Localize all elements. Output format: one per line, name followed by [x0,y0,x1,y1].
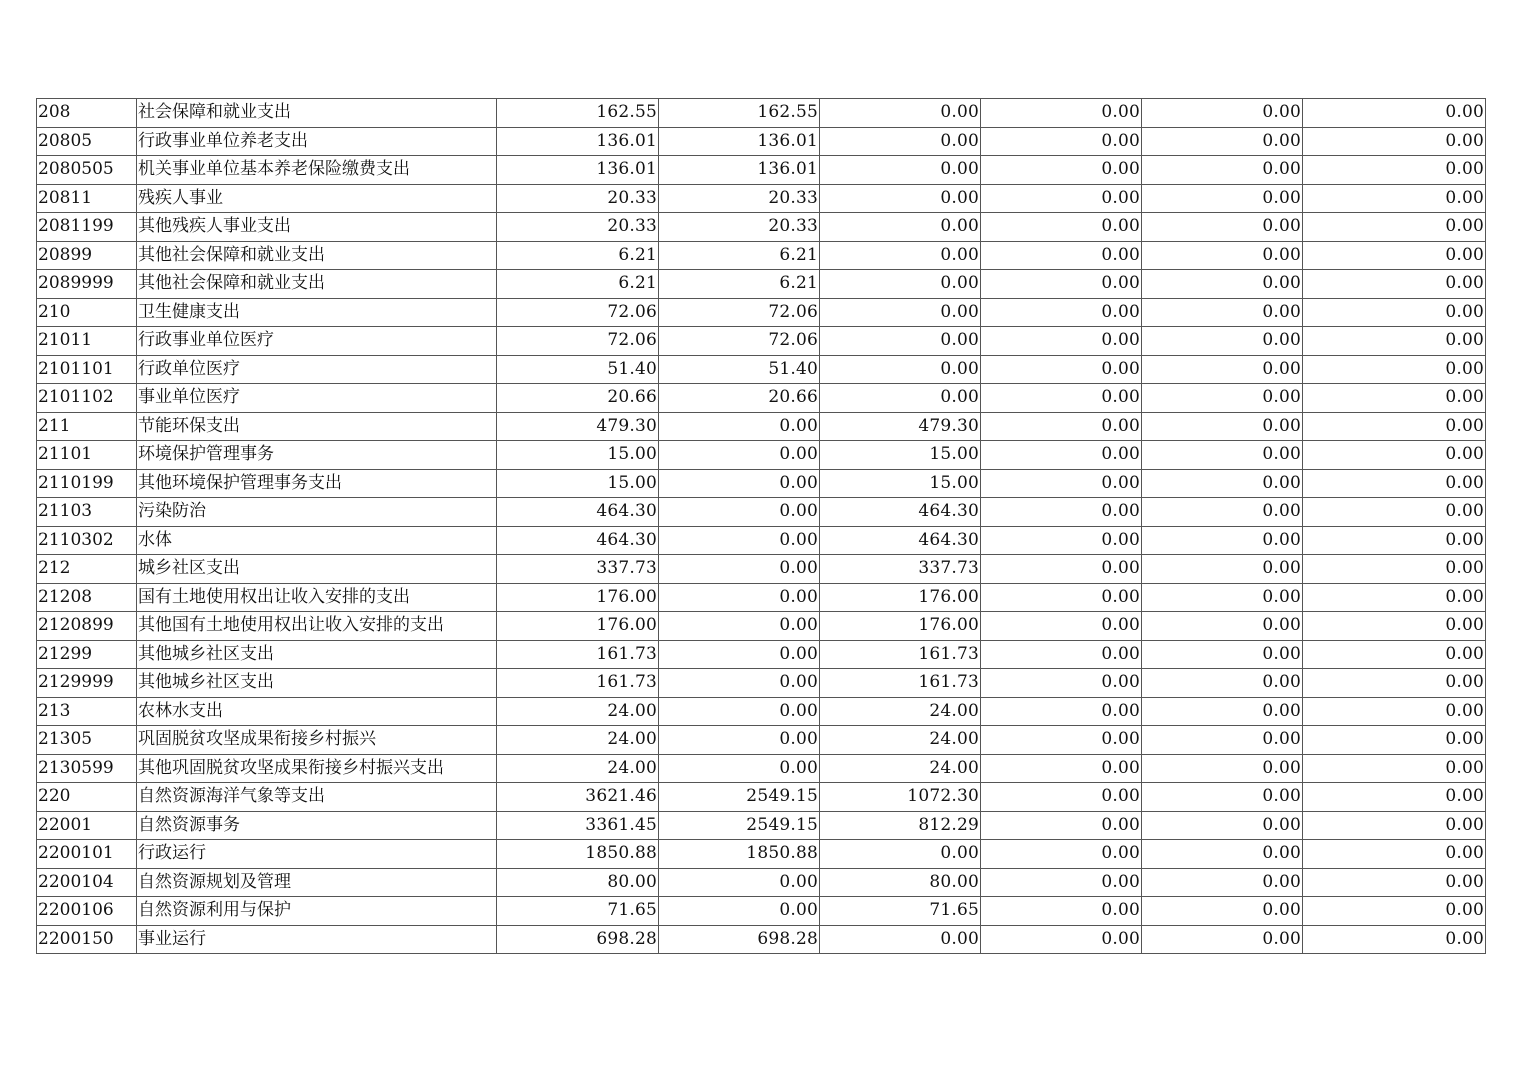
amount-cell: 0.00 [981,811,1142,840]
table-row [37,498,1486,527]
amount-cell: 20.33 [659,184,820,213]
table-row [37,555,1486,584]
amount-cell: 0.00 [659,612,820,641]
amount-cell: 0.00 [981,612,1142,641]
amount-cell: 162.55 [659,99,820,128]
amount-cell: 0.00 [1303,412,1486,441]
name-cell: 事业运行 [137,925,497,954]
name-cell: 机关事业单位基本养老保险缴费支出 [137,156,497,185]
amount-cell: 161.73 [820,640,981,669]
amount-cell: 0.00 [981,640,1142,669]
table-row [37,811,1486,840]
amount-cell: 72.06 [497,298,659,327]
table-row [37,783,1486,812]
amount-cell: 0.00 [1303,583,1486,612]
amount-cell: 51.40 [659,355,820,384]
amount-cell: 479.30 [820,412,981,441]
code-cell: 2080505 [37,156,137,185]
code-cell: 210 [37,298,137,327]
amount-cell: 6.21 [497,241,659,270]
name-cell: 节能环保支出 [137,412,497,441]
amount-cell: 0.00 [981,355,1142,384]
amount-cell: 0.00 [981,868,1142,897]
amount-cell: 24.00 [820,726,981,755]
amount-cell: 698.28 [659,925,820,954]
amount-cell: 0.00 [820,270,981,299]
amount-cell: 0.00 [659,526,820,555]
amount-cell: 162.55 [497,99,659,128]
amount-cell: 0.00 [981,498,1142,527]
amount-cell: 1850.88 [659,840,820,869]
name-cell: 巩固脱贫攻坚成果衔接乡村振兴 [137,726,497,755]
amount-cell: 20.33 [659,213,820,242]
amount-cell: 80.00 [820,868,981,897]
amount-cell: 0.00 [659,441,820,470]
amount-cell: 0.00 [659,555,820,584]
amount-cell: 0.00 [981,669,1142,698]
amount-cell: 0.00 [1303,697,1486,726]
name-cell: 自然资源事务 [137,811,497,840]
amount-cell: 24.00 [820,697,981,726]
amount-cell: 0.00 [1142,925,1303,954]
table-row [37,612,1486,641]
amount-cell: 0.00 [1303,298,1486,327]
amount-cell: 0.00 [981,697,1142,726]
amount-cell: 0.00 [1303,811,1486,840]
code-cell: 220 [37,783,137,812]
table-row [37,412,1486,441]
amount-cell: 0.00 [820,213,981,242]
amount-cell: 15.00 [497,441,659,470]
amount-cell: 0.00 [1303,384,1486,413]
amount-cell: 176.00 [820,612,981,641]
amount-cell: 0.00 [659,640,820,669]
amount-cell: 0.00 [1303,241,1486,270]
name-cell: 其他国有土地使用权出让收入安排的支出 [137,612,497,641]
code-cell: 21299 [37,640,137,669]
amount-cell: 0.00 [1303,897,1486,926]
amount-cell: 464.30 [820,526,981,555]
amount-cell: 464.30 [497,498,659,527]
amount-cell: 0.00 [981,897,1142,926]
amount-cell: 6.21 [659,270,820,299]
budget-expenditure-table [36,98,1486,954]
name-cell: 残疾人事业 [137,184,497,213]
code-cell: 20899 [37,241,137,270]
amount-cell: 24.00 [820,754,981,783]
amount-cell: 161.73 [820,669,981,698]
amount-cell: 0.00 [981,840,1142,869]
amount-cell: 20.33 [497,184,659,213]
amount-cell: 0.00 [981,726,1142,755]
amount-cell: 0.00 [659,498,820,527]
table-row [37,925,1486,954]
amount-cell: 0.00 [981,384,1142,413]
amount-cell: 0.00 [820,127,981,156]
amount-cell: 0.00 [820,298,981,327]
table-row [37,270,1486,299]
name-cell: 行政事业单位医疗 [137,327,497,356]
amount-cell: 0.00 [659,726,820,755]
table-row [37,355,1486,384]
amount-cell: 337.73 [820,555,981,584]
table-row [37,526,1486,555]
amount-cell: 0.00 [1142,840,1303,869]
table-row [37,697,1486,726]
name-cell: 事业单位医疗 [137,384,497,413]
amount-cell: 0.00 [981,127,1142,156]
code-cell: 22001 [37,811,137,840]
amount-cell: 136.01 [659,127,820,156]
amount-cell: 136.01 [659,156,820,185]
name-cell: 自然资源规划及管理 [137,868,497,897]
amount-cell: 0.00 [981,555,1142,584]
amount-cell: 3361.45 [497,811,659,840]
code-cell: 2130599 [37,754,137,783]
code-cell: 2110302 [37,526,137,555]
amount-cell: 0.00 [981,783,1142,812]
code-cell: 20805 [37,127,137,156]
code-cell: 2089999 [37,270,137,299]
code-cell: 2101101 [37,355,137,384]
amount-cell: 698.28 [497,925,659,954]
amount-cell: 0.00 [1303,213,1486,242]
amount-cell: 0.00 [1303,184,1486,213]
code-cell: 2200106 [37,897,137,926]
name-cell: 其他残疾人事业支出 [137,213,497,242]
amount-cell: 136.01 [497,156,659,185]
table-row [37,754,1486,783]
amount-cell: 6.21 [659,241,820,270]
table-row [37,156,1486,185]
amount-cell: 0.00 [659,697,820,726]
code-cell: 2110199 [37,469,137,498]
table-row [37,298,1486,327]
amount-cell: 3621.46 [497,783,659,812]
amount-cell: 71.65 [820,897,981,926]
amount-cell: 0.00 [1142,583,1303,612]
table-row [37,127,1486,156]
amount-cell: 71.65 [497,897,659,926]
amount-cell: 0.00 [820,184,981,213]
table-row [37,327,1486,356]
name-cell: 其他环境保护管理事务支出 [137,469,497,498]
amount-cell: 176.00 [820,583,981,612]
amount-cell: 72.06 [497,327,659,356]
table-row [37,241,1486,270]
name-cell: 其他社会保障和就业支出 [137,270,497,299]
amount-cell: 0.00 [820,840,981,869]
amount-cell: 0.00 [1142,241,1303,270]
name-cell: 卫生健康支出 [137,298,497,327]
code-cell: 21011 [37,327,137,356]
amount-cell: 0.00 [820,99,981,128]
amount-cell: 72.06 [659,298,820,327]
table-body [37,99,1486,954]
code-cell: 211 [37,412,137,441]
amount-cell: 0.00 [659,669,820,698]
amount-cell: 0.00 [1303,469,1486,498]
table-row [37,99,1486,128]
amount-cell: 0.00 [659,868,820,897]
amount-cell: 0.00 [1303,441,1486,470]
name-cell: 水体 [137,526,497,555]
table-row [37,583,1486,612]
table-row [37,840,1486,869]
name-cell: 城乡社区支出 [137,555,497,584]
amount-cell: 24.00 [497,754,659,783]
amount-cell: 20.66 [659,384,820,413]
amount-cell: 0.00 [1142,868,1303,897]
amount-cell: 0.00 [1303,327,1486,356]
amount-cell: 0.00 [1303,783,1486,812]
amount-cell: 0.00 [981,412,1142,441]
amount-cell: 0.00 [981,925,1142,954]
name-cell: 行政运行 [137,840,497,869]
amount-cell: 51.40 [497,355,659,384]
code-cell: 2200150 [37,925,137,954]
amount-cell: 0.00 [820,327,981,356]
amount-cell: 0.00 [981,526,1142,555]
code-cell: 2081199 [37,213,137,242]
table-row [37,726,1486,755]
amount-cell: 24.00 [497,726,659,755]
amount-cell: 0.00 [1303,640,1486,669]
amount-cell: 0.00 [1303,555,1486,584]
amount-cell: 24.00 [497,697,659,726]
name-cell: 其他巩固脱贫攻坚成果衔接乡村振兴支出 [137,754,497,783]
table-row [37,384,1486,413]
amount-cell: 0.00 [1142,156,1303,185]
amount-cell: 1850.88 [497,840,659,869]
amount-cell: 176.00 [497,612,659,641]
amount-cell: 161.73 [497,640,659,669]
amount-cell: 0.00 [1142,612,1303,641]
amount-cell: 0.00 [1142,213,1303,242]
amount-cell: 0.00 [1142,270,1303,299]
amount-cell: 0.00 [1303,925,1486,954]
amount-cell: 0.00 [981,270,1142,299]
amount-cell: 0.00 [981,99,1142,128]
table-row [37,469,1486,498]
amount-cell: 479.30 [497,412,659,441]
amount-cell: 0.00 [981,184,1142,213]
amount-cell: 0.00 [1142,99,1303,128]
name-cell: 国有土地使用权出让收入安排的支出 [137,583,497,612]
amount-cell: 0.00 [1142,498,1303,527]
amount-cell: 0.00 [1303,156,1486,185]
code-cell: 2200101 [37,840,137,869]
name-cell: 行政单位医疗 [137,355,497,384]
amount-cell: 0.00 [981,298,1142,327]
amount-cell: 0.00 [659,897,820,926]
amount-cell: 15.00 [497,469,659,498]
table-row [37,897,1486,926]
amount-cell: 0.00 [1142,640,1303,669]
amount-cell: 0.00 [1303,270,1486,299]
code-cell: 2101102 [37,384,137,413]
code-cell: 2129999 [37,669,137,698]
amount-cell: 0.00 [1142,441,1303,470]
table-row [37,640,1486,669]
amount-cell: 0.00 [1142,897,1303,926]
name-cell: 社会保障和就业支出 [137,99,497,128]
amount-cell: 72.06 [659,327,820,356]
name-cell: 自然资源利用与保护 [137,897,497,926]
amount-cell: 20.66 [497,384,659,413]
amount-cell: 0.00 [981,327,1142,356]
amount-cell: 2549.15 [659,783,820,812]
table-row [37,213,1486,242]
amount-cell: 20.33 [497,213,659,242]
table-row [37,669,1486,698]
amount-cell: 0.00 [1303,840,1486,869]
amount-cell: 812.29 [820,811,981,840]
amount-cell: 0.00 [1303,754,1486,783]
name-cell: 农林水支出 [137,697,497,726]
amount-cell: 464.30 [820,498,981,527]
amount-cell: 0.00 [659,583,820,612]
amount-cell: 0.00 [659,469,820,498]
table-row [37,868,1486,897]
amount-cell: 0.00 [1142,298,1303,327]
name-cell: 其他城乡社区支出 [137,640,497,669]
amount-cell: 0.00 [981,441,1142,470]
amount-cell: 0.00 [1303,127,1486,156]
name-cell: 行政事业单位养老支出 [137,127,497,156]
amount-cell: 0.00 [1303,498,1486,527]
amount-cell: 0.00 [820,384,981,413]
amount-cell: 80.00 [497,868,659,897]
code-cell: 21208 [37,583,137,612]
amount-cell: 136.01 [497,127,659,156]
amount-cell: 0.00 [1142,726,1303,755]
amount-cell: 0.00 [1303,355,1486,384]
name-cell: 自然资源海洋气象等支出 [137,783,497,812]
amount-cell: 0.00 [820,156,981,185]
amount-cell: 0.00 [1303,868,1486,897]
amount-cell: 0.00 [1142,327,1303,356]
code-cell: 21103 [37,498,137,527]
amount-cell: 0.00 [820,355,981,384]
table-row [37,441,1486,470]
amount-cell: 6.21 [497,270,659,299]
amount-cell: 0.00 [1303,526,1486,555]
name-cell: 其他城乡社区支出 [137,669,497,698]
code-cell: 212 [37,555,137,584]
amount-cell: 15.00 [820,469,981,498]
amount-cell: 0.00 [1142,384,1303,413]
amount-cell: 0.00 [1303,612,1486,641]
name-cell: 污染防治 [137,498,497,527]
amount-cell: 0.00 [1142,555,1303,584]
amount-cell: 0.00 [659,754,820,783]
name-cell: 其他社会保障和就业支出 [137,241,497,270]
amount-cell: 0.00 [981,156,1142,185]
amount-cell: 0.00 [1142,184,1303,213]
amount-cell: 2549.15 [659,811,820,840]
amount-cell: 0.00 [1142,469,1303,498]
code-cell: 20811 [37,184,137,213]
amount-cell: 337.73 [497,555,659,584]
amount-cell: 161.73 [497,669,659,698]
amount-cell: 0.00 [659,412,820,441]
code-cell: 21101 [37,441,137,470]
amount-cell: 0.00 [1142,754,1303,783]
amount-cell: 0.00 [981,213,1142,242]
amount-cell: 0.00 [820,925,981,954]
amount-cell: 0.00 [981,583,1142,612]
amount-cell: 464.30 [497,526,659,555]
amount-cell: 0.00 [820,241,981,270]
amount-cell: 0.00 [1142,412,1303,441]
amount-cell: 0.00 [1142,811,1303,840]
amount-cell: 0.00 [1303,726,1486,755]
amount-cell: 15.00 [820,441,981,470]
amount-cell: 0.00 [1303,99,1486,128]
amount-cell: 0.00 [1142,127,1303,156]
amount-cell: 0.00 [1142,669,1303,698]
amount-cell: 0.00 [981,754,1142,783]
amount-cell: 0.00 [981,241,1142,270]
amount-cell: 0.00 [1142,783,1303,812]
amount-cell: 0.00 [1142,697,1303,726]
amount-cell: 176.00 [497,583,659,612]
amount-cell: 1072.30 [820,783,981,812]
table-row [37,184,1486,213]
amount-cell: 0.00 [1142,355,1303,384]
code-cell: 21305 [37,726,137,755]
code-cell: 213 [37,697,137,726]
code-cell: 208 [37,99,137,128]
name-cell: 环境保护管理事务 [137,441,497,470]
code-cell: 2120899 [37,612,137,641]
amount-cell: 0.00 [981,469,1142,498]
code-cell: 2200104 [37,868,137,897]
amount-cell: 0.00 [1303,669,1486,698]
amount-cell: 0.00 [1142,526,1303,555]
